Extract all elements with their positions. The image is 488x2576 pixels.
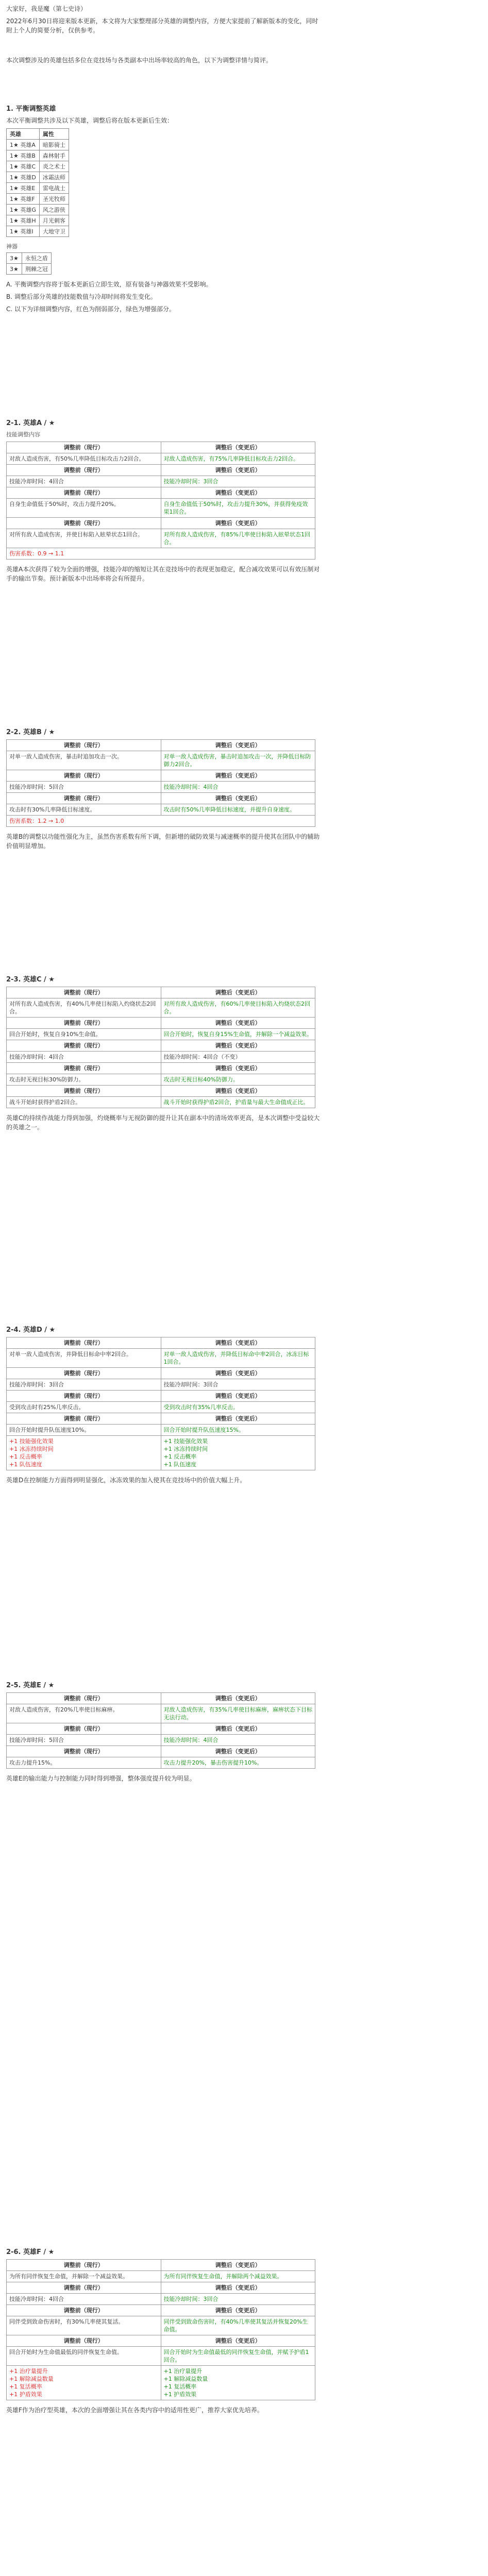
intro-paragraph: 2022年6月30日将迎来版本更新，本文将为大家整理部分英雄的调整内容，方便大家提前了解新版本的变化，同时附上个人的简要分析，仅供参考。 (6, 18, 318, 34)
hero-section-c (6, 969, 321, 1135)
column-header-after: 调整后（变更后） (161, 1086, 315, 1097)
column-header-before: 调整前（现行） (7, 1746, 161, 1757)
column-header-after: 调整后（变更后） (161, 1040, 315, 1052)
after-cell: 对单一敌人造成伤害，并降低目标命中率2回合，冰冻目标1回合。 (161, 1349, 315, 1368)
comparison-table (6, 2259, 315, 2400)
table-cell: 炎之术士 (39, 161, 69, 172)
comparison-table (6, 739, 315, 827)
column-header-after: 调整后（变更后） (161, 1391, 315, 1402)
hero-section-e (6, 1674, 321, 1786)
table-cell: 森林射手 (39, 150, 69, 161)
after-cell: 技能冷却时间：3回合 (161, 1379, 315, 1391)
table-header: 英雄 (7, 129, 40, 140)
after-cell: 攻击力提升20%，暴击伤害提升10%。 (161, 1757, 315, 1769)
column-header-after: 调整后（变更后） (161, 1063, 315, 1074)
column-header-before: 调整前（现行） (7, 740, 161, 751)
column-header-before: 调整前（现行） (7, 465, 161, 476)
hero-section-d (6, 1319, 321, 1488)
table-cell: 风之游侠 (39, 205, 69, 215)
note: A. 平衡调整内容将于版本更新后立即生效，原有装备与神器效果不受影响。 (6, 281, 212, 288)
before-cell: 技能冷却时间：5回合 (7, 1735, 161, 1746)
bonus-list (7, 1436, 161, 1470)
hero-subtitle: 技能调整内容 (6, 431, 40, 438)
hero-title: 2-4. 英雄D / ★ (6, 1326, 56, 1334)
column-header-after: 调整后（变更后） (161, 2335, 315, 2347)
before-cell: 回合开始时，恢复自身10%生命值。 (7, 1029, 161, 1040)
intro-paragraph: 本次调整涉及的英雄包括多位在竞技场与各类副本中出场率较高的角色，以下为调整详情与简评。 (6, 57, 273, 64)
before-cell: 技能冷却时间：5回合 (7, 782, 161, 793)
note: B. 调整后部分英雄的技能数值与冷却时间将发生变化。 (6, 293, 157, 300)
section-title: 1. 平衡调整英雄 (6, 105, 56, 113)
before-cell: 攻击时无视目标30%防御力。 (7, 1074, 161, 1086)
column-header-before: 调整前（现行） (7, 1723, 161, 1735)
artifact-list-table (6, 252, 52, 275)
column-header-after: 调整后（变更后） (161, 1723, 315, 1735)
column-header-after: 调整后（变更后） (161, 1746, 315, 1757)
column-header-before: 调整前（现行） (7, 1391, 161, 1402)
table-cell: 1★ 英雄C (7, 161, 40, 172)
after-cell: 技能冷却时间：4回合 (161, 782, 315, 793)
after-cell: 受到攻击时有35%几率反击。 (161, 1402, 315, 1413)
after-cell: 对所有敌人造成伤害，有60%几率使目标陷入灼烧状态2回合。 (161, 998, 315, 1018)
intro-author: 大家好，我是魔（第七史诗） (6, 5, 87, 12)
after-cell: 战斗开始时获得护盾2回合，护盾量与最大生命值成正比。 (161, 1097, 315, 1108)
table-cell: 1★ 英雄H (7, 215, 40, 226)
after-cell: 回合开始时提升队伍速度15%。 (161, 1425, 315, 1436)
after-cell: 回合开始时为生命值最低的同伴恢复生命值，并赋予护盾1回合。 (161, 2347, 315, 2366)
after-cell: 技能冷却时间：3回合 (161, 2294, 315, 2305)
column-header-before: 调整前（现行） (7, 2282, 161, 2294)
bonus-item: +1 队伍速度 (9, 1461, 42, 1468)
column-header-before: 调整前（现行） (7, 2305, 161, 2316)
table-header: 属性 (39, 129, 69, 140)
table-cell: 大地守卫 (39, 226, 69, 237)
after-cell: 同伴受到致命伤害时，有40%几率使其复活并恢复20%生命值。 (161, 2316, 315, 2335)
before-cell: 同伴受到致命伤害时，有30%几率使其复活。 (7, 2316, 161, 2335)
table-cell: 月光刺客 (39, 215, 69, 226)
table-cell: 雷电战士 (39, 183, 69, 194)
before-cell: 受到攻击时有25%几率反击。 (7, 1402, 161, 1413)
column-header-after: 调整后（变更后） (161, 487, 315, 499)
table-cell: 3★ (7, 264, 22, 275)
table-cell: 1★ 英雄I (7, 226, 40, 237)
before-cell: 对所有敌人造成伤害，有40%几率使目标陷入灼烧状态2回合。 (7, 998, 161, 1018)
column-header-before: 调整前（现行） (7, 1018, 161, 1029)
extra-note: 伤害系数：1.2 → 1.0 (7, 816, 315, 827)
column-header-after: 调整后（变更后） (161, 770, 315, 782)
column-header-before: 调整前（现行） (7, 1086, 161, 1097)
table-cell: 1★ 英雄B (7, 150, 40, 161)
before-cell: 攻击力提升15%。 (7, 1757, 161, 1769)
hero-comment: 英雄B的调整以功能性强化为主，虽然伤害系数有所下调，但新增的破防效果与减速概率的提升使其在团队中的辅助价值明显增加。 (6, 833, 320, 850)
bonus-item: +1 反击概率 (9, 1453, 42, 1460)
hero-title: 2-6. 英雄F / ★ (6, 2248, 55, 2256)
hero-title: 2-1. 英雄A / ★ (6, 419, 55, 427)
column-header-before: 调整前（现行） (7, 1063, 161, 1074)
bonus-item: +1 护盾效果 (163, 2391, 197, 2398)
column-header-after: 调整后（变更后） (161, 987, 315, 998)
before-cell: 对所有敌人造成伤害，并使目标陷入眩晕状态1回合。 (7, 529, 161, 548)
column-header-after: 调整后（变更后） (161, 2260, 315, 2271)
before-cell: 回合开始时为生命值最低的同伴恢复生命值。 (7, 2347, 161, 2366)
column-header-before: 调整前（现行） (7, 793, 161, 804)
column-header-after: 调整后（变更后） (161, 740, 315, 751)
hero-section-f (6, 2241, 321, 2418)
before-cell: 技能冷却时间：4回合 (7, 476, 161, 487)
bonus-list (161, 2366, 315, 2400)
bonus-item: +1 治疗量提升 (9, 2368, 48, 2375)
before-cell: 为所有同伴恢复生命值，并解除一个减益效果。 (7, 2271, 161, 2282)
hero-title: 2-5. 英雄E / ★ (6, 1682, 55, 1689)
bonus-item: +1 技能强化效果 (9, 1438, 54, 1445)
before-cell: 技能冷却时间：4回合 (7, 1052, 161, 1063)
section-paragraph: 本次平衡调整共涉及以下英雄，调整后将在版本更新后生效： (6, 117, 174, 124)
hero-title: 2-3. 英雄C / ★ (6, 976, 55, 984)
artifact-list-title: 神器 (6, 243, 18, 250)
section-balance-list (6, 98, 321, 317)
hero-section-b (6, 721, 321, 854)
table-cell: 1★ 英雄E (7, 183, 40, 194)
before-cell: 战斗开始时获得护盾2回合。 (7, 1097, 161, 1108)
before-cell: 对单一敌人造成伤害，暴击时追加攻击一次。 (7, 751, 161, 770)
column-header-before: 调整前（现行） (7, 487, 161, 499)
bonus-item: +1 技能强化效果 (163, 1438, 208, 1445)
column-header-after: 调整后（变更后） (161, 1337, 315, 1349)
table-cell: 荆棘之冠 (22, 264, 51, 275)
column-header-after: 调整后（变更后） (161, 442, 315, 453)
hero-title: 2-2. 英雄B / ★ (6, 728, 55, 736)
comparison-table (6, 987, 315, 1108)
hero-comment: 英雄D在控制能力方面得到明显强化，冰冻效果的加入使其在竞技场中的价值大幅上升。 (6, 1477, 246, 1484)
bonus-item: +1 复活概率 (163, 2383, 197, 2390)
after-cell: 技能冷却时间：3回合 (161, 476, 315, 487)
before-cell: 技能冷却时间：3回合 (7, 1379, 161, 1391)
after-cell: 回合开始时，恢复自身15%生命值，并解除一个减益效果。 (161, 1029, 315, 1040)
column-header-after: 调整后（变更后） (161, 1693, 315, 1704)
table-cell: 1★ 英雄F (7, 194, 40, 205)
after-cell: 技能冷却时间：4回合 (161, 1735, 315, 1746)
before-cell: 对敌人造成伤害，有50%几率降低目标攻击力2回合。 (7, 453, 161, 465)
table-cell: 圣光牧师 (39, 194, 69, 205)
after-cell: 攻击时无视目标40%防御力。 (161, 1074, 315, 1086)
extra-note: 伤害系数：0.9 → 1.1 (7, 548, 315, 560)
column-header-after: 调整后（变更后） (161, 793, 315, 804)
bonus-item: +1 队伍速度 (163, 1461, 197, 1468)
column-header-after: 调整后（变更后） (161, 1413, 315, 1425)
bonus-item: +1 冰冻持续时间 (9, 1446, 54, 1452)
bonus-item: +1 反击概率 (163, 1453, 197, 1460)
before-cell: 技能冷却时间：4回合 (7, 2294, 161, 2305)
table-cell: 3★ (7, 253, 22, 264)
comparison-table (6, 1692, 315, 1769)
bonus-item: +1 治疗量提升 (163, 2368, 203, 2375)
column-header-before: 调整前（现行） (7, 1693, 161, 1704)
column-header-before: 调整前（现行） (7, 770, 161, 782)
after-cell: 攻击时有50%几率降低目标速度，并提升自身速度。 (161, 804, 315, 816)
column-header-after: 调整后（变更后） (161, 518, 315, 529)
column-header-before: 调整前（现行） (7, 442, 161, 453)
bonus-item: +1 冰冻持续时间 (163, 1446, 208, 1452)
bonus-item: +1 护盾效果 (9, 2391, 42, 2398)
table-cell: 暗影骑士 (39, 140, 69, 150)
after-cell: 对单一敌人造成伤害，暴击时追加攻击一次，并降低目标防御力2回合。 (161, 751, 315, 770)
column-header-before: 调整前（现行） (7, 1337, 161, 1349)
table-cell: 永恒之盾 (22, 253, 51, 264)
column-header-before: 调整前（现行） (7, 1413, 161, 1425)
before-cell: 攻击时有30%几率降低目标速度。 (7, 804, 161, 816)
note: C. 以下为详细调整内容，红色为削弱部分，绿色为增强部分。 (6, 306, 176, 313)
before-cell: 对敌人造成伤害，有20%几率使目标麻痹。 (7, 1704, 161, 1723)
comparison-table (6, 442, 315, 560)
column-header-after: 调整后（变更后） (161, 1368, 315, 1379)
column-header-after: 调整后（变更后） (161, 1018, 315, 1029)
column-header-after: 调整后（变更后） (161, 2305, 315, 2316)
column-header-before: 调整前（现行） (7, 1040, 161, 1052)
after-cell: 技能冷却时间：4回合（不变） (161, 1052, 315, 1063)
before-cell: 对单一敌人造成伤害，并降低目标命中率2回合。 (7, 1349, 161, 1368)
column-header-after: 调整后（变更后） (161, 465, 315, 476)
after-cell: 为所有同伴恢复生命值，并解除两个减益效果。 (161, 2271, 315, 2282)
column-header-before: 调整前（现行） (7, 2260, 161, 2271)
after-cell: 对敌人造成伤害，有35%几率使目标麻痹，麻痹状态下目标无法行动。 (161, 1704, 315, 1723)
table-cell: 1★ 英雄A (7, 140, 40, 150)
column-header-before: 调整前（现行） (7, 2335, 161, 2347)
hero-comment: 英雄F作为治疗型英雄，本次的全面增强让其在各类内容中的适用性更广，推荐大家优先培养。 (6, 2406, 263, 2414)
hero-comment: 英雄C的持续作战能力得到加强，灼烧概率与无视防御的提升让其在副本中的清场效率更高，是本次调整中受益较大的英雄之一。 (6, 1114, 320, 1131)
hero-comment: 英雄E的输出能力与控制能力同时得到增强，整体强度提升较为明显。 (6, 1775, 196, 1782)
intro (6, 4, 321, 68)
after-cell: 对所有敌人造成伤害，有85%几率使目标陷入眩晕状态1回合。 (161, 529, 315, 548)
bonus-list (161, 1436, 315, 1470)
table-cell: 1★ 英雄G (7, 205, 40, 215)
hero-comment: 英雄A本次获得了较为全面的增强，技能冷却的缩短让其在竞技场中的表现更加稳定，配合减攻效果可以有效压制对手的输出节奏。预计新版本中出场率将会有所提升。 (6, 566, 320, 582)
hero-list-table (6, 128, 69, 237)
before-cell: 回合开始时提升队伍速度10%。 (7, 1425, 161, 1436)
column-header-before: 调整前（现行） (7, 987, 161, 998)
table-cell: 冰霜法师 (39, 172, 69, 183)
bonus-item: +1 复活概率 (9, 2383, 42, 2390)
column-header-before: 调整前（现行） (7, 1368, 161, 1379)
after-cell: 对敌人造成伤害，有75%几率降低目标攻击力2回合。 (161, 453, 315, 465)
table-cell: 1★ 英雄D (7, 172, 40, 183)
column-header-before: 调整前（现行） (7, 518, 161, 529)
bonus-item: +1 解除减益数量 (9, 2376, 54, 2382)
hero-section-a (6, 412, 321, 586)
comparison-table (6, 1337, 315, 1470)
before-cell: 自身生命值低于50%时，攻击力提升20%。 (7, 499, 161, 518)
column-header-after: 调整后（变更后） (161, 2282, 315, 2294)
bonus-list (7, 2366, 161, 2400)
after-cell: 自身生命值低于50%时，攻击力提升30%，并获得免疫效果1回合。 (161, 499, 315, 518)
bonus-item: +1 解除减益数量 (163, 2376, 208, 2382)
